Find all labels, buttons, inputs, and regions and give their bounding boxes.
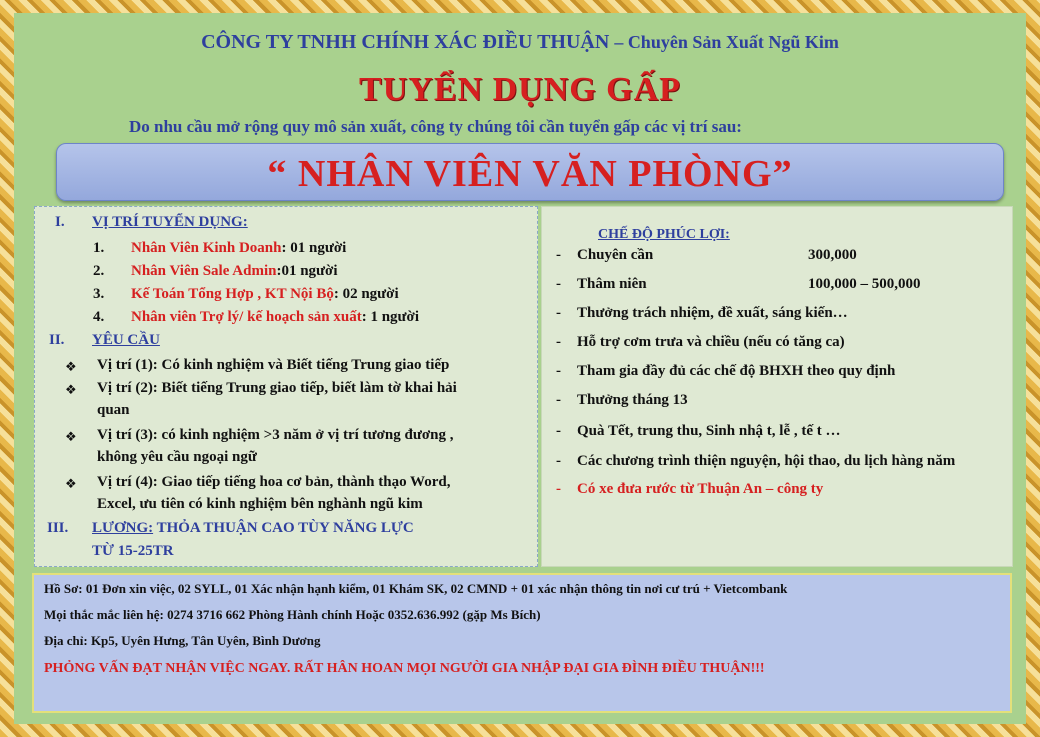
diamond-bullet-icon: ❖ — [65, 429, 77, 444]
requirement-1-line1: Vị trí (1): Có kinh nghiệm và Biết tiếng Trung giao tiếp — [97, 357, 450, 373]
address: Địa chỉ: Kp5, Uyên Hưng, Tân Uyên, Bình Dương — [44, 633, 321, 648]
dash-icon: - — [556, 481, 561, 497]
section-1-title: VỊ TRÍ TUYỂN DỤNG: — [92, 214, 248, 230]
poster — [14, 13, 1026, 724]
section-2-number: II. — [49, 332, 65, 348]
diamond-bullet-icon: ❖ — [65, 359, 77, 374]
salary-line — [92, 520, 414, 537]
benefit-4-label: Hỗ trợ cơm trưa và chiều (nếu có tăng ca) — [577, 334, 845, 350]
benefit-shuttle-highlight: Có xe đưa rước từ Thuận An – công ty — [577, 481, 824, 497]
position-1 — [131, 240, 346, 257]
position-4 — [131, 309, 419, 326]
urgent-heading: TUYỂN DỤNG GẤP — [359, 71, 681, 108]
company-title — [14, 31, 1026, 54]
position-2 — [131, 263, 338, 280]
position-2-name: Nhân Viên Sale Admin — [131, 263, 277, 279]
requirement-4-line1: Vị trí (4): Giao tiếp tiếng hoa cơ bản, thành thạo Word, — [97, 474, 451, 490]
right-panel — [541, 206, 1013, 567]
position-3-name: Kế Toán Tổng Hợp , KT Nội Bộ — [131, 286, 334, 302]
left-panel — [34, 206, 538, 567]
dash-icon: - — [556, 334, 561, 350]
contact-info: Mọi thắc mắc liên hệ: 0274 3716 662 Phòng Hành chính Hoặc 0352.636.992 (gặp Ms Bích) — [44, 607, 541, 622]
benefit-5-label: Tham gia đầy đủ các chế độ BHXH theo quy định — [577, 363, 896, 379]
position-2-number: 2. — [93, 263, 105, 279]
salary-label: LƯƠNG: — [92, 520, 154, 536]
requirement-3-line2: không yêu cầu ngoại ngữ — [97, 449, 257, 465]
dash-icon: - — [556, 423, 561, 439]
requirement-2-line2: quan — [97, 402, 130, 418]
intro-text: Do nhu cầu mở rộng quy mô sản xuất, công ty chúng tôi cần tuyển gấp các vị trí sau: — [129, 117, 742, 136]
dash-icon: - — [556, 276, 561, 292]
position-banner-text: “ NHÂN VIÊN VĂN PHÒNG” — [267, 153, 793, 195]
dash-icon: - — [556, 363, 561, 379]
position-3 — [131, 286, 399, 303]
position-banner — [56, 143, 1004, 201]
position-1-count: : 01 người — [281, 240, 347, 256]
position-4-name: Nhân viên Trợ lý/ kế hoạch sản xuất — [131, 309, 362, 325]
benefit-7-label: Quà Tết, trung thu, Sinh nhậ t, lễ , tế t … — [577, 423, 841, 439]
documents-required: Hồ Sơ: 01 Đơn xin việc, 02 SYLL, 01 Xác nhận hạnh kiểm, 01 Khám SK, 02 CMND + 01 xác nhận thông tin nơi cư trú + Vietcombank — [44, 581, 788, 596]
section-3-number: III. — [47, 520, 69, 536]
requirement-2-line1: Vị trí (2): Biết tiếng Trung giao tiếp, biết làm tờ khai hải — [97, 380, 457, 396]
requirement-3-line1: Vị trí (3): có kinh nghiệm >3 năm ở vị trí tương đương , — [97, 427, 454, 443]
company-name: CÔNG TY TNHH CHÍNH XÁC ĐIỀU THUẬN — [201, 31, 610, 53]
salary-range: TỪ 15-25TR — [92, 543, 174, 559]
benefit-1-label: Chuyên cần — [577, 247, 654, 263]
section-2-title: YÊU CẦU — [92, 332, 160, 348]
benefit-2-label: Thâm niên — [577, 276, 647, 292]
requirement-4-line2: Excel, ưu tiên có kinh nghiệm bên nghành ngũ kim — [97, 496, 423, 512]
salary-text: THỎA THUẬN CAO TÙY NĂNG LỰC — [153, 520, 414, 536]
position-4-number: 4. — [93, 309, 105, 325]
position-4-count: : 1 người — [361, 309, 420, 325]
contact-box — [32, 573, 1012, 713]
dash-icon: - — [556, 305, 561, 321]
dash-icon: - — [556, 392, 561, 408]
slogan: PHỎNG VẤN ĐẠT NHẬN VIỆC NGAY. RẤT HÂN HOAN MỌI NGƯỜI GIA NHẬP ĐẠI GIA ĐÌNH ĐIỀU THUẬN!!! — [44, 661, 765, 676]
position-2-count: :01 người — [276, 263, 338, 279]
benefit-2-value: 100,000 – 500,000 — [808, 276, 921, 292]
diamond-bullet-icon: ❖ — [65, 476, 77, 491]
position-3-number: 3. — [93, 286, 105, 302]
section-1-number: I. — [55, 214, 65, 230]
company-tagline: – Chuyên Sản Xuất Ngũ Kim — [614, 32, 839, 52]
benefit-6-label: Thưởng tháng 13 — [577, 392, 688, 408]
dash-icon: - — [556, 453, 561, 469]
diamond-bullet-icon: ❖ — [65, 382, 77, 397]
benefit-3-label: Thưởng trách nhiệm, đề xuất, sáng kiến… — [577, 305, 848, 321]
benefit-1-value: 300,000 — [808, 247, 857, 263]
position-1-name: Nhân Viên Kinh Doanh — [131, 240, 282, 256]
position-1-number: 1. — [93, 240, 105, 256]
dash-icon: - — [556, 247, 561, 263]
benefits-title: CHẾ ĐỘ PHÚC LỢI: — [598, 227, 730, 242]
position-3-count: : 02 người — [333, 286, 399, 302]
benefit-8-label: Các chương trình thiện nguyện, hội thao, du lịch hàng năm — [577, 453, 956, 469]
